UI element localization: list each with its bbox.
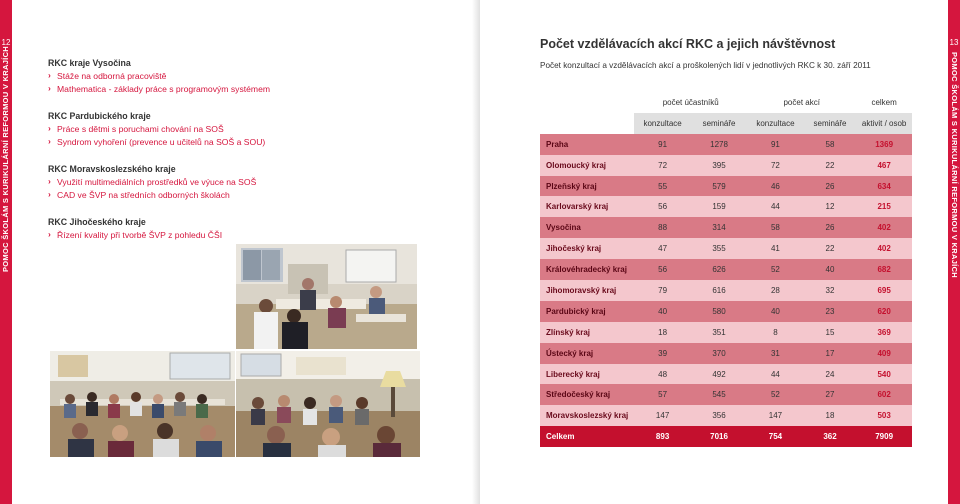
- value-cell: 580: [691, 301, 747, 322]
- region-name: Olomoucký kraj: [540, 155, 634, 176]
- value-cell: 41: [747, 238, 804, 259]
- column-header: semináře: [691, 113, 747, 134]
- rkc-statistics-table: [540, 92, 912, 447]
- region-name: Zlínský kraj: [540, 322, 634, 343]
- total-cell: 602: [856, 384, 912, 405]
- value-cell: 47: [634, 238, 691, 259]
- value-cell: 15: [804, 322, 857, 343]
- value-cell: 7016: [691, 426, 747, 447]
- value-cell: 52: [747, 259, 804, 280]
- value-cell: 40: [804, 259, 857, 280]
- region-name: Pardubický kraj: [540, 301, 634, 322]
- value-cell: 58: [747, 217, 804, 238]
- value-cell: 351: [691, 322, 747, 343]
- region-name: Jihomoravský kraj: [540, 280, 634, 301]
- table-row: [540, 343, 912, 364]
- value-cell: 26: [804, 176, 857, 197]
- rkc-block: [48, 217, 348, 240]
- value-cell: 18: [634, 322, 691, 343]
- value-cell: 48: [634, 364, 691, 385]
- value-cell: 32: [804, 280, 857, 301]
- value-cell: 370: [691, 343, 747, 364]
- region-name: Praha: [540, 134, 634, 155]
- rkc-item: › Syndrom vyhoření (prevence u učitelů na SOŠ a SOU): [57, 137, 348, 147]
- left-page-number: 12: [1, 38, 11, 47]
- column-header: semináře: [804, 113, 857, 134]
- value-cell: 18: [804, 405, 857, 426]
- table-row: [540, 405, 912, 426]
- region-name: Moravskoslezský kraj: [540, 405, 634, 426]
- value-cell: 28: [747, 280, 804, 301]
- rkc-heading: RKC Jihočeského kraje: [48, 217, 146, 227]
- value-cell: 355: [691, 238, 747, 259]
- rkc-item: › CAD ve ŠVP na středních odborných školách: [57, 190, 348, 200]
- value-cell: 88: [634, 217, 691, 238]
- value-cell: 72: [747, 155, 804, 176]
- table-row: [540, 259, 912, 280]
- region-name: Karlovarský kraj: [540, 196, 634, 217]
- total-row: [540, 426, 912, 447]
- value-cell: 55: [634, 176, 691, 197]
- value-cell: 40: [747, 301, 804, 322]
- value-cell: 314: [691, 217, 747, 238]
- value-cell: 545: [691, 384, 747, 405]
- table-row: [540, 217, 912, 238]
- rkc-item: › Stáže na odborná pracoviště: [57, 71, 348, 81]
- region-name: Celkem: [540, 426, 634, 447]
- total-cell: 369: [856, 322, 912, 343]
- total-cell: 7909: [856, 426, 912, 447]
- column-header: aktivit / osob: [856, 113, 912, 134]
- column-header: konzultace: [747, 113, 804, 134]
- total-cell: 409: [856, 343, 912, 364]
- value-cell: 44: [747, 364, 804, 385]
- workshop-photo: [235, 350, 421, 458]
- value-cell: 159: [691, 196, 747, 217]
- rkc-block: [48, 164, 348, 200]
- group-header: počet účastníků: [634, 92, 747, 113]
- right-side-text: POMOC ŠKOLÁM S KURIKULÁRNÍ REFORMOU V KRAJÍCH: [950, 52, 959, 279]
- rkc-block: [48, 58, 348, 94]
- value-cell: 79: [634, 280, 691, 301]
- region-name: Vysočina: [540, 217, 634, 238]
- region-name: Jihočeský kraj: [540, 238, 634, 259]
- value-cell: 616: [691, 280, 747, 301]
- value-cell: 147: [747, 405, 804, 426]
- left-side-text: POMOC ŠKOLÁM S KURIKULÁRNÍ REFORMOU V KRAJÍCH: [1, 45, 10, 272]
- column-header: konzultace: [634, 113, 691, 134]
- value-cell: 362: [804, 426, 857, 447]
- total-cell: 540: [856, 364, 912, 385]
- rkc-item: › Využití multimediálních prostředků ve výuce na SOŠ: [57, 177, 348, 187]
- value-cell: 147: [634, 405, 691, 426]
- value-cell: 31: [747, 343, 804, 364]
- region-name: Liberecký kraj: [540, 364, 634, 385]
- group-header: celkem: [856, 92, 912, 113]
- region-name: Ústecký kraj: [540, 343, 634, 364]
- value-cell: 12: [804, 196, 857, 217]
- classroom-photo: [49, 350, 236, 458]
- value-cell: 23: [804, 301, 857, 322]
- table-row: [540, 196, 912, 217]
- table-row: [540, 134, 912, 155]
- value-cell: 1278: [691, 134, 747, 155]
- total-cell: 682: [856, 259, 912, 280]
- value-cell: 44: [747, 196, 804, 217]
- rkc-heading: RKC Pardubického kraje: [48, 111, 151, 121]
- total-cell: 402: [856, 238, 912, 259]
- rkc-list: [48, 58, 348, 257]
- rkc-item: › Práce s dětmi s poruchami chování na SOŠ: [57, 124, 348, 134]
- seminar-photo: [235, 243, 418, 350]
- value-cell: 22: [804, 155, 857, 176]
- table-row: [540, 176, 912, 197]
- total-cell: 215: [856, 196, 912, 217]
- table-row: [540, 364, 912, 385]
- total-cell: 634: [856, 176, 912, 197]
- table-caption: Počet konzultací a vzdělávacích akcí a proškolených lidí v jednotlivých RKC k 30. září 2011: [540, 61, 871, 70]
- table-row: [540, 155, 912, 176]
- value-cell: 27: [804, 384, 857, 405]
- region-name: Královéhradecký kraj: [540, 259, 634, 280]
- group-header: počet akcí: [747, 92, 856, 113]
- value-cell: 58: [804, 134, 857, 155]
- value-cell: 22: [804, 238, 857, 259]
- total-cell: 402: [856, 217, 912, 238]
- total-cell: 1369: [856, 134, 912, 155]
- value-cell: 52: [747, 384, 804, 405]
- value-cell: 40: [634, 301, 691, 322]
- rkc-heading: RKC Moravskoslezského kraje: [48, 164, 176, 174]
- region-name: Plzeňský kraj: [540, 176, 634, 197]
- rkc-block: [48, 111, 348, 147]
- total-cell: 503: [856, 405, 912, 426]
- table-row: [540, 384, 912, 405]
- table-row: [540, 301, 912, 322]
- page-title: Počet vzdělávacích akcí RKC a jejich návštěvnost: [540, 37, 836, 51]
- total-cell: 467: [856, 155, 912, 176]
- value-cell: 57: [634, 384, 691, 405]
- value-cell: 91: [747, 134, 804, 155]
- rkc-heading: RKC kraje Vysočina: [48, 58, 131, 68]
- value-cell: 492: [691, 364, 747, 385]
- value-cell: 56: [634, 196, 691, 217]
- rkc-item: › Mathematica - základy práce s programovým systémem: [57, 84, 348, 94]
- region-name: Středočeský kraj: [540, 384, 634, 405]
- value-cell: 46: [747, 176, 804, 197]
- value-cell: 72: [634, 155, 691, 176]
- total-cell: 620: [856, 301, 912, 322]
- value-cell: 91: [634, 134, 691, 155]
- value-cell: 39: [634, 343, 691, 364]
- rkc-item: › Řízení kvality při tvorbě ŠVP z pohledu ČŠI: [57, 230, 348, 240]
- value-cell: 17: [804, 343, 857, 364]
- value-cell: 754: [747, 426, 804, 447]
- total-cell: 695: [856, 280, 912, 301]
- table-row: [540, 280, 912, 301]
- value-cell: 24: [804, 364, 857, 385]
- table-row: [540, 322, 912, 343]
- value-cell: 26: [804, 217, 857, 238]
- value-cell: 893: [634, 426, 691, 447]
- value-cell: 356: [691, 405, 747, 426]
- value-cell: 395: [691, 155, 747, 176]
- table-row: [540, 238, 912, 259]
- value-cell: 626: [691, 259, 747, 280]
- value-cell: 56: [634, 259, 691, 280]
- right-page-number: 13: [949, 38, 959, 47]
- value-cell: 579: [691, 176, 747, 197]
- value-cell: 8: [747, 322, 804, 343]
